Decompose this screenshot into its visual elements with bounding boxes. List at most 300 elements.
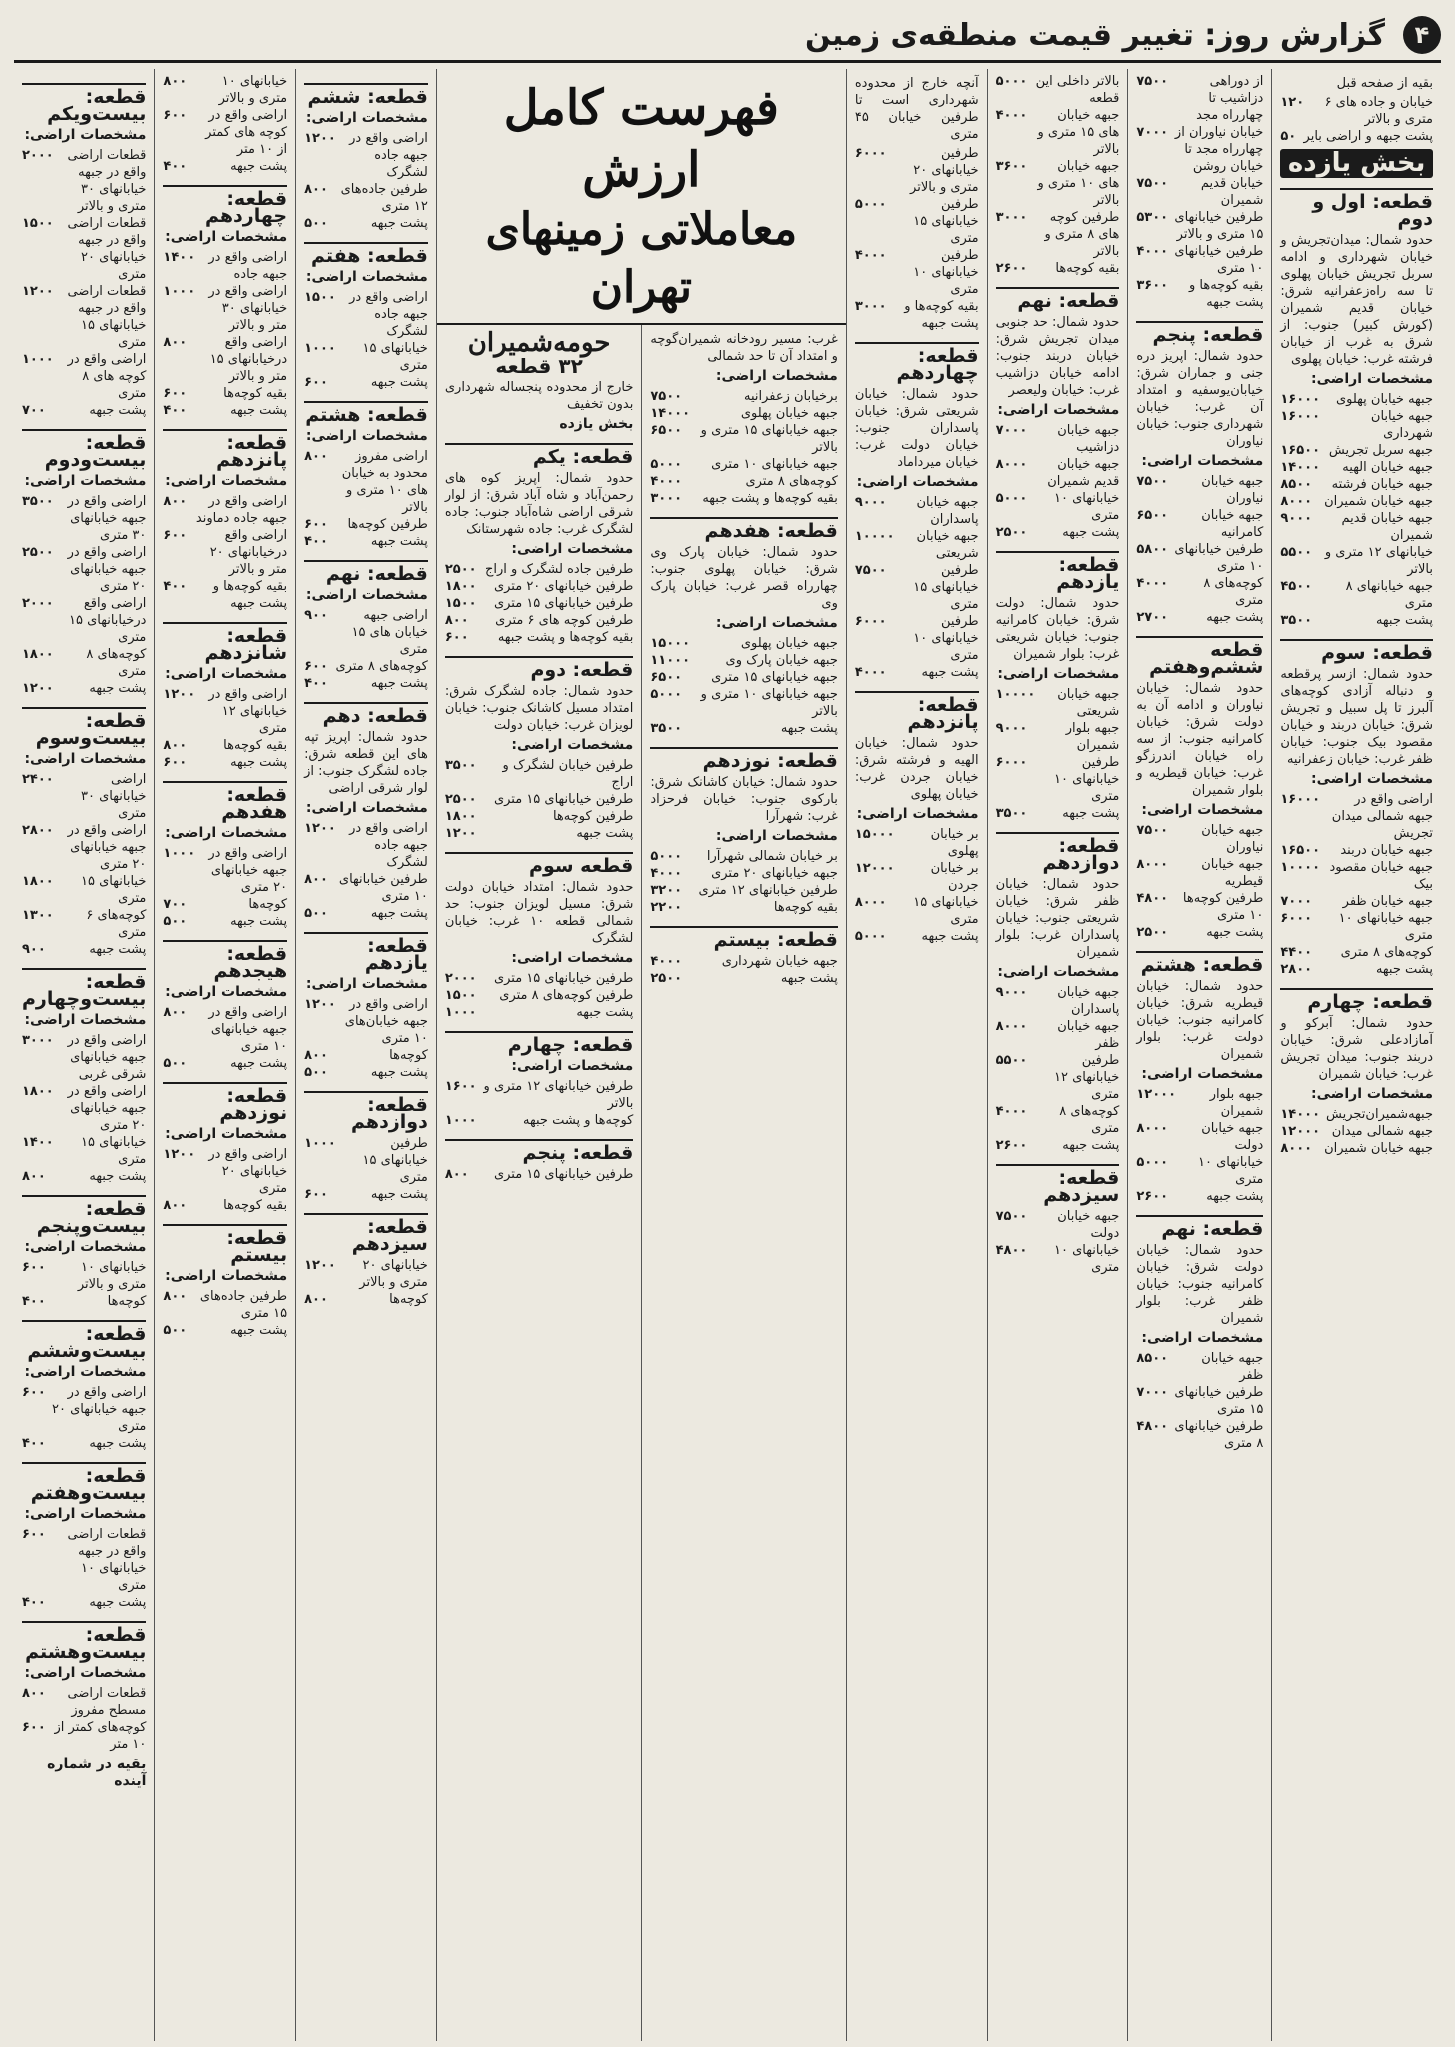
price-row	[1280, 893, 1433, 910]
price-row-label: طرفین خیابانهای ۱۵ متری	[1174, 1385, 1264, 1417]
price-row-label: جبهه خیابانهای ۱۰ متری و بالاتر	[700, 687, 838, 719]
price-row-value: ۲۶۰۰	[1136, 1189, 1169, 1204]
price-row-label: طرفین جاده لشگرک و اراج	[484, 562, 634, 577]
price-row-value: ۱۲۰۰	[444, 826, 477, 841]
parcel-heading: قطعه: بیست‌وپنجم	[22, 1195, 146, 1235]
price-row-value: ۲۲۰۰	[650, 900, 683, 915]
price-row	[1280, 791, 1433, 842]
parcel-heading: قطعه: هفدهم	[650, 517, 838, 540]
price-row	[996, 1018, 1120, 1052]
price-row	[650, 456, 838, 473]
price-row	[445, 595, 634, 612]
price-row-label: طرفین جاده‌های ۱۵ متری	[199, 1289, 288, 1321]
parcel-subheading: مشخصات اراضی:	[24, 473, 147, 489]
price-row-value: ۸۰۰	[163, 1198, 188, 1213]
price-row	[22, 771, 146, 822]
price-row-value: ۴۸۰۰	[1136, 891, 1169, 906]
price-row-value: ۸۰۰۰	[1280, 1141, 1313, 1156]
price-row	[22, 1259, 146, 1293]
price-row-value: ۴۰۰۰	[650, 866, 683, 881]
price-list	[22, 147, 146, 419]
price-row-label: طرفین کوچه‌ها	[347, 517, 428, 532]
price-row	[445, 808, 634, 825]
price-list	[22, 1526, 146, 1611]
price-row-label: اراضی واقع در جبهه جاده	[208, 250, 288, 282]
price-row-value: ۲۸۰۰	[1280, 962, 1313, 977]
parcel-subheading: مشخصات اراضی:	[24, 1012, 147, 1028]
price-row	[996, 73, 1120, 107]
price-row-label: پشت جبهه	[370, 1065, 428, 1080]
price-row-value: ۱۸۰۰	[22, 874, 54, 889]
price-row-value: ۱۰۰۰	[304, 1136, 336, 1151]
price-row-value: ۴۵۰۰	[1280, 579, 1313, 594]
price-row-label: بقیه کوچه‌ها و پشت جبهه	[904, 299, 979, 331]
price-row-label: طرفین خیابانهای ۱۵ متری	[493, 971, 634, 986]
price-row	[22, 1719, 146, 1753]
price-row	[163, 527, 287, 578]
price-row-value: ۱۶۰۰۰	[1280, 792, 1321, 807]
parcel-subheading: مشخصات اراضی:	[1311, 1086, 1433, 1102]
price-row-value: ۱۱۰۰۰	[650, 653, 691, 668]
price-row-value: ۲۷۰۰	[1136, 610, 1169, 625]
parcel-heading: قطعه: دوازدهم	[304, 1091, 428, 1131]
price-row-label: پشت جبهه و اراضی بایر	[1303, 129, 1433, 144]
price-row-label: جبهه خیابان نیاوران	[1201, 823, 1264, 855]
section-subhead: حومه‌شمیران	[467, 328, 611, 358]
price-row	[1280, 944, 1433, 961]
price-row-value: ۶۰۰	[304, 517, 328, 532]
price-row-value: ۱۰۰۰	[163, 284, 196, 299]
price-row-label: بر خیابان جردن	[930, 861, 979, 893]
price-row-value: ۳۵۰۰	[22, 494, 54, 509]
price-row	[1136, 1154, 1263, 1188]
price-row-value: ۶۵۰۰	[650, 670, 683, 685]
price-row	[163, 913, 287, 930]
price-row	[996, 1242, 1120, 1276]
parcel-subheading: مشخصات اراضی:	[165, 984, 288, 1000]
column-5	[295, 69, 436, 2041]
price-row	[1280, 859, 1433, 893]
price-row-value: ۶۰۰	[304, 659, 328, 674]
price-row-value: ۷۵۰۰	[1136, 474, 1169, 489]
section-sub-banner: بخش یازده	[559, 416, 634, 432]
price-row-label: پشت جبهه	[89, 403, 147, 418]
parcel-subheading: مشخصات اراضی:	[1141, 1066, 1264, 1082]
price-row-value: ۸۰۰	[304, 1292, 328, 1307]
price-row	[304, 1047, 428, 1064]
price-row-value: ۵۰۰۰	[650, 457, 683, 472]
parcel-heading: قطعه: بیست‌ویکم	[22, 83, 146, 123]
price-list	[996, 1208, 1120, 1276]
price-row-value: ۱۸۰۰	[444, 809, 477, 824]
price-list	[22, 771, 146, 958]
price-row	[445, 578, 634, 595]
price-row	[22, 1168, 146, 1185]
price-row	[1136, 507, 1263, 541]
price-row	[650, 669, 838, 686]
price-row-label: اراضی واقع در جبهه خیابانهای ۱۰ متری	[208, 1005, 288, 1054]
price-row-value: ۱۵۰۰	[444, 988, 477, 1003]
price-row-label: پشت جبهه	[370, 1187, 428, 1202]
parcel-subheading: مشخصات اراضی:	[305, 428, 428, 444]
price-row-label: اراضی واقع در کوچه های کمتر از ۱۰ متر	[205, 108, 288, 157]
price-row-label: طرفین خیابانهای ۱۵ متری	[493, 792, 634, 807]
price-list	[304, 820, 428, 922]
price-row	[996, 107, 1120, 158]
price-row-label: اراضی واقع در جبهه جاده دماوند	[195, 494, 288, 526]
parcel-subheading: مشخصات اراضی:	[1311, 371, 1433, 387]
price-row	[1280, 493, 1433, 510]
parcel-subheading: مشخصات اراضی:	[1141, 802, 1264, 818]
price-row-label: طرفین خیابانهای ۱۰ متری	[913, 614, 979, 663]
price-row-value: ۵۵۰۰	[995, 1053, 1028, 1068]
price-row	[1280, 910, 1433, 944]
price-row	[22, 873, 146, 907]
price-row-value: ۱۳۰۰	[22, 908, 54, 923]
middle-column-a	[437, 325, 642, 2041]
price-row-label: بقیه کوچه‌ها	[223, 386, 288, 401]
price-row-value: ۸۰۰	[163, 74, 188, 89]
price-list	[650, 388, 838, 507]
parcel-heading: قطعه: چهاردهم	[163, 185, 287, 225]
price-row-value: ۹۰۰۰	[995, 985, 1028, 1000]
parcel-heading: قطعه سوم	[445, 852, 634, 875]
price-row-value: ۴۰۰	[163, 403, 188, 418]
price-row	[304, 607, 428, 658]
parcel-bounds: حدود شمال: اپریز دره جنی و جماران شرق: خیابان‌یوسفیه و امتداد آن غرب: خیابان شهرداری جنوب: خیابان نیاوران	[1136, 349, 1264, 449]
price-row-label: اراضی واقع در جبهه خیابانهای ۲۰ متری	[51, 1385, 147, 1434]
price-row-label: پشت جبهه	[921, 665, 979, 680]
price-row-value: ۳۵۰۰	[650, 721, 683, 736]
price-list	[996, 73, 1120, 277]
price-row	[996, 1208, 1120, 1242]
price-list	[163, 1288, 287, 1339]
price-row	[304, 289, 428, 340]
price-row	[304, 1135, 428, 1186]
price-row	[445, 612, 634, 629]
price-list	[163, 73, 287, 175]
price-list	[22, 493, 146, 697]
price-row-label: پشت جبهه	[780, 721, 838, 736]
price-row-value: ۴۰۰	[163, 579, 188, 594]
price-row	[650, 848, 838, 865]
price-list	[304, 996, 428, 1081]
price-row-value: ۸۰۰	[304, 182, 328, 197]
price-list	[163, 1004, 287, 1072]
price-row	[1136, 473, 1263, 507]
parcel-subheading: مشخصات اراضی:	[165, 666, 288, 682]
price-row-value: ۳۶۰۰	[995, 159, 1028, 174]
price-row	[996, 260, 1120, 277]
price-row	[996, 456, 1120, 490]
parcel-heading: قطعه: چهارم	[1280, 988, 1433, 1011]
price-row-value: ۶۰۰۰	[854, 146, 887, 161]
price-row-value: ۸۰۰	[163, 1005, 188, 1020]
price-list	[996, 422, 1120, 541]
price-row-value: ۹۰۰۰	[1280, 511, 1313, 526]
price-row-value: ۵۰	[1280, 129, 1297, 144]
price-row-value: ۸۰۰	[304, 872, 328, 887]
price-row	[445, 970, 634, 987]
price-row-label: طرفین جاده‌های ۱۲ متری	[340, 182, 428, 214]
price-row	[163, 493, 287, 527]
parcel-subheading: مشخصات اراضی:	[165, 473, 288, 489]
price-row-value: ۵۰۰۰	[650, 849, 683, 864]
parcel-heading: قطعه: هشتم	[304, 401, 428, 424]
price-row-value: ۴۰۰۰	[1136, 244, 1169, 259]
price-row-label: جبهه خیابانهای ۸ متری	[1345, 579, 1433, 611]
parcel-bounds: حدود شمال: آبرکو و آمازادعلی شرق: خیابان دربند جنوب: میدان تجریش غرب: خیابان شمیران	[1280, 1016, 1433, 1082]
price-row-value: ۵۵۰۰	[1280, 545, 1313, 560]
price-row-value: ۱۲۰۰	[163, 1147, 196, 1162]
parcel-bounds: حدود شمال: دولت شرق: خیابان کامرانیه جنوب: خیابان شریعتی غرب: بلوار شمیران	[995, 596, 1120, 662]
price-row-value: ۴۴۰۰	[1280, 945, 1313, 960]
price-row-label: جبهه خیابان پاسداران	[1057, 985, 1120, 1017]
price-row	[22, 680, 146, 697]
column-4	[846, 69, 987, 2041]
price-row-value: ۱۵۰۰	[22, 216, 54, 231]
price-row	[304, 533, 428, 550]
price-row-label: اراضی واقع درخیابانهای ۱۵ متری	[68, 596, 147, 645]
price-row	[1136, 175, 1263, 209]
price-row	[22, 1526, 146, 1594]
price-row	[163, 754, 287, 771]
price-list	[855, 494, 979, 681]
price-row	[304, 181, 428, 215]
price-row	[855, 894, 979, 928]
price-row-value: ۶۰۰	[163, 528, 188, 543]
price-row	[163, 402, 287, 419]
price-row-value: ۹۰۰۰	[854, 495, 887, 510]
parcel-bounds: حدود شمال: ازسر پرقطعه و دنباله آزادی کوچه‌های آلبرز تا پل سبیل و تجریش شرق: خیابان دربند و خیابان مقصود بیک جنوب: خیابان ظفر غرب: خیابان زعفرانیه	[1280, 667, 1433, 767]
price-row	[22, 907, 146, 941]
price-row-value: ۷۰۰۰	[1136, 125, 1169, 140]
price-row-label: اراضی واقع درخیابانهای ۲۰ متر و بالاتر	[209, 528, 288, 577]
price-row-label: جبهه خیابان پهلوی	[740, 636, 838, 651]
parcel-subheading: مشخصات اراضی:	[997, 964, 1120, 980]
price-row-label: بقیه کوچه‌ها و پشت جبهه	[1188, 278, 1264, 310]
price-row-value: ۸۰۰	[22, 1169, 46, 1184]
price-row-label: پشت جبهه	[1206, 1189, 1264, 1204]
price-row-value: ۱۲۰۰	[304, 997, 336, 1012]
parcel-subheading: مشخصات اراضی:	[511, 541, 634, 557]
price-row	[996, 524, 1120, 541]
price-row-value: ۵۰۰	[163, 914, 188, 929]
headline	[437, 69, 846, 325]
price-row-label: طرفین خیابانهای ۱۰ متری	[1174, 542, 1264, 574]
price-row-label: پشت جبهه	[230, 159, 288, 174]
price-list	[163, 1146, 287, 1214]
price-row-value: ۱۰۰۰۰	[854, 529, 895, 544]
price-row-value: ۸۰۰	[163, 738, 188, 753]
price-row-label: خیابانهای ۱۰ متری	[1197, 1155, 1264, 1187]
price-row	[650, 405, 838, 422]
price-row	[650, 422, 838, 456]
price-row-value: ۵۰۰	[304, 906, 328, 921]
price-row-value: ۳۰۰۰	[854, 299, 887, 314]
price-row	[163, 158, 287, 175]
price-row-value: ۶۵۰۰	[1136, 508, 1169, 523]
price-row-value: ۶۰۰	[444, 630, 469, 645]
price-list	[1136, 473, 1263, 626]
price-row-label: جبهه خیابان شریعتی	[916, 529, 979, 561]
price-list	[996, 984, 1120, 1154]
parcel-subheading: مشخصات اراضی:	[24, 751, 147, 767]
price-row-value: ۴۸۰۰	[995, 1243, 1028, 1258]
price-row	[855, 928, 979, 945]
price-row-value: ۸۰۰	[22, 1686, 46, 1701]
price-list	[163, 249, 287, 419]
price-row-label: پشت جبهه	[230, 1323, 288, 1338]
parcel-subheading: مشخصات اراضی:	[715, 828, 838, 844]
price-row-value: ۱۲۰۰۰	[1280, 1124, 1321, 1139]
price-row	[304, 820, 428, 871]
price-row	[22, 1435, 146, 1452]
price-row-value: ۶۰۰	[304, 1187, 328, 1202]
price-row-value: ۱۰۰۰	[163, 846, 196, 861]
price-row-label: طرفین خیابانهای ۱۵ متری	[913, 197, 979, 246]
price-row-label: خیابانهای ۲۰ متری و بالاتر	[359, 1258, 428, 1290]
price-row-label: جبهه خیابان پارک وی	[725, 653, 838, 668]
price-row-value: ۱۸۰۰	[22, 647, 54, 662]
parcel-subheading: مشخصات اراضی:	[24, 1239, 147, 1255]
price-row-label: جبهه خیابان های ۱۰ متری و بالاتر	[1037, 159, 1120, 208]
price-row-value: ۶۵۰۰	[650, 423, 683, 438]
price-list	[304, 1135, 428, 1203]
price-list	[163, 493, 287, 612]
price-row-value: ۱۲۰۰۰	[1136, 1087, 1177, 1102]
price-row-label: بقیه کوچه‌ها	[1055, 261, 1120, 276]
price-list	[1280, 791, 1433, 978]
price-row	[445, 1078, 634, 1112]
price-list	[22, 1685, 146, 1753]
price-row-label: پشت جبهه	[230, 1056, 288, 1071]
price-row	[22, 1032, 146, 1083]
price-list	[304, 607, 428, 692]
price-row	[304, 1064, 428, 1081]
price-row-label: طرفین کوچه های ۶ متری	[495, 613, 634, 628]
price-row	[1280, 1106, 1433, 1123]
price-row-label: طرفین خیابانهای ۱۰ متری	[1174, 244, 1264, 276]
price-row	[1136, 1120, 1263, 1154]
price-row-value: ۶۰۰۰	[1280, 911, 1313, 926]
price-row	[1280, 578, 1433, 612]
price-row	[22, 1293, 146, 1310]
price-list	[1136, 1350, 1263, 1452]
price-row-value: ۸۵۰۰	[1280, 477, 1313, 492]
price-row-value: ۷۵۰۰	[1136, 74, 1169, 89]
price-row	[996, 984, 1120, 1018]
price-row-label: طرفین خیابانهای ۲۰ متری و بالاتر	[910, 146, 979, 195]
price-row-label: طرفین خیابانهای ۱۰ متری	[913, 248, 979, 297]
parcel-heading: قطعه: چهاردهم	[855, 342, 979, 382]
parcel-heading: قطعه: نوزدهم	[650, 747, 838, 770]
section-count: ۳۲ قطعه	[495, 354, 583, 378]
price-row-value: ۴۰۰	[22, 1294, 46, 1309]
price-row	[855, 494, 979, 528]
price-row	[1136, 1418, 1263, 1452]
price-list	[304, 1257, 428, 1308]
price-row-value: ۱۵۰۰۰	[650, 636, 691, 651]
price-row-value: ۲۴۰۰	[22, 772, 54, 787]
price-row-value: ۴۰۰۰	[854, 248, 887, 263]
price-row-value: ۱۶۰۰۰	[1280, 409, 1321, 424]
page-header-title: گزارش روز: تغییر قیمت منطقه‌ی زمین	[805, 17, 1385, 53]
price-row-value: ۳۵۰۰	[1280, 613, 1313, 628]
price-row	[650, 899, 838, 916]
parcel-heading: قطعه: یازدهم	[996, 551, 1120, 591]
price-row-value: ۴۰۰۰	[1136, 576, 1169, 591]
price-list	[855, 145, 979, 332]
parcel-bounds: حدود شمال: اپریز تپه های این قطعه شرق: جاده لشگرک جنوب: از لوار شرقی اراضی	[304, 730, 428, 796]
price-row-label: کوچه‌ها	[248, 897, 288, 912]
price-row	[445, 629, 634, 646]
price-row	[650, 882, 838, 899]
price-row-value: ۶۰۰	[22, 1260, 46, 1275]
price-row-value: ۸۰۰	[304, 1048, 328, 1063]
price-row-label: پشت جبهه	[89, 681, 147, 696]
price-row-label: اراضی واقع در خیابانهای ۲۰ متری	[208, 1147, 288, 1196]
price-row-value: ۷۰۰	[22, 403, 46, 418]
price-row-label: طرفین خیابانهای ۱۵ متری	[362, 1136, 428, 1185]
parcel-bounds: حدود شمال: خیابان نیاوران و ادامه آن به دولت شرق: خیابان کامرانیه جنوب: از سه راه خیابان اندرزگو غرب: خیابان قیطریه و بلوار شمیران	[1136, 681, 1264, 798]
price-row	[855, 145, 979, 196]
price-row-label: جبهه خیابان قیطریه	[1201, 857, 1264, 889]
price-row	[163, 385, 287, 402]
price-row-label: جبهه‌شمیران‌تجریش	[1326, 1107, 1433, 1122]
price-row	[22, 1594, 146, 1611]
price-row-value: ۵۰۰۰	[1136, 1155, 1169, 1170]
price-row-label: قطعات اراضی واقع در جبهه خیابانهای ۳۰ متری و بالاتر	[67, 148, 147, 214]
price-row-value: ۱۰۰۰۰	[1280, 860, 1321, 875]
price-row-value: ۸۰۰	[444, 1167, 469, 1182]
price-list	[304, 130, 428, 232]
price-row	[996, 422, 1120, 456]
price-row	[304, 996, 428, 1047]
parcel-subheading: مشخصات اراضی:	[305, 800, 428, 816]
price-row-label: طرفین خیابانهای ۱۰ متری	[338, 872, 428, 904]
price-row-value: ۶۰۰	[304, 375, 328, 390]
parcel-bounds: حدود شمال: جاده لشگرک شرق: امتداد مسیل کاشانک جنوب: خیابان لویزان غرب: خیابان دولت	[444, 684, 634, 733]
price-row	[1136, 124, 1263, 175]
price-row-value: ۱۴۰۰	[22, 1135, 54, 1150]
price-row-value: ۱۲۰۰	[22, 284, 54, 299]
parcel-heading: قطعه: چهارم	[445, 1031, 634, 1054]
section-banner: بخش یازده	[1280, 149, 1433, 178]
price-row-label: جبهه خیابان دربند	[1340, 843, 1433, 858]
price-row	[1280, 459, 1433, 476]
middle-column-b	[641, 325, 846, 2041]
parcel-heading: قطعه: نهم	[304, 560, 428, 583]
price-row-label: طرفین خیابانهای ۲۰ متری	[493, 579, 634, 594]
price-row	[445, 561, 634, 578]
price-row-label: پشت جبهه	[1206, 610, 1264, 625]
price-row-label: طرفین کوچه های ۸ متری و بالاتر	[1044, 210, 1120, 259]
price-row-label: پشت جبهه	[89, 942, 147, 957]
price-row-label: پشت جبهه	[921, 929, 979, 944]
price-row	[304, 130, 428, 181]
price-row-value: ۵۰۰۰	[995, 74, 1028, 89]
price-row	[1136, 73, 1263, 124]
price-row	[22, 283, 146, 351]
price-row-label: پشت جبهه	[89, 1595, 147, 1610]
headline-line-2: معاملاتی زمینهای تهران	[485, 204, 798, 313]
price-row-value: ۱۸۰۰	[22, 1084, 54, 1099]
price-row-label: جبهه خیابانهای ۱۰ متری	[711, 457, 838, 472]
price-row	[163, 334, 287, 385]
price-row-value: ۳۵۰۰	[995, 806, 1028, 821]
price-row-value: ۸۰۰۰	[854, 895, 887, 910]
